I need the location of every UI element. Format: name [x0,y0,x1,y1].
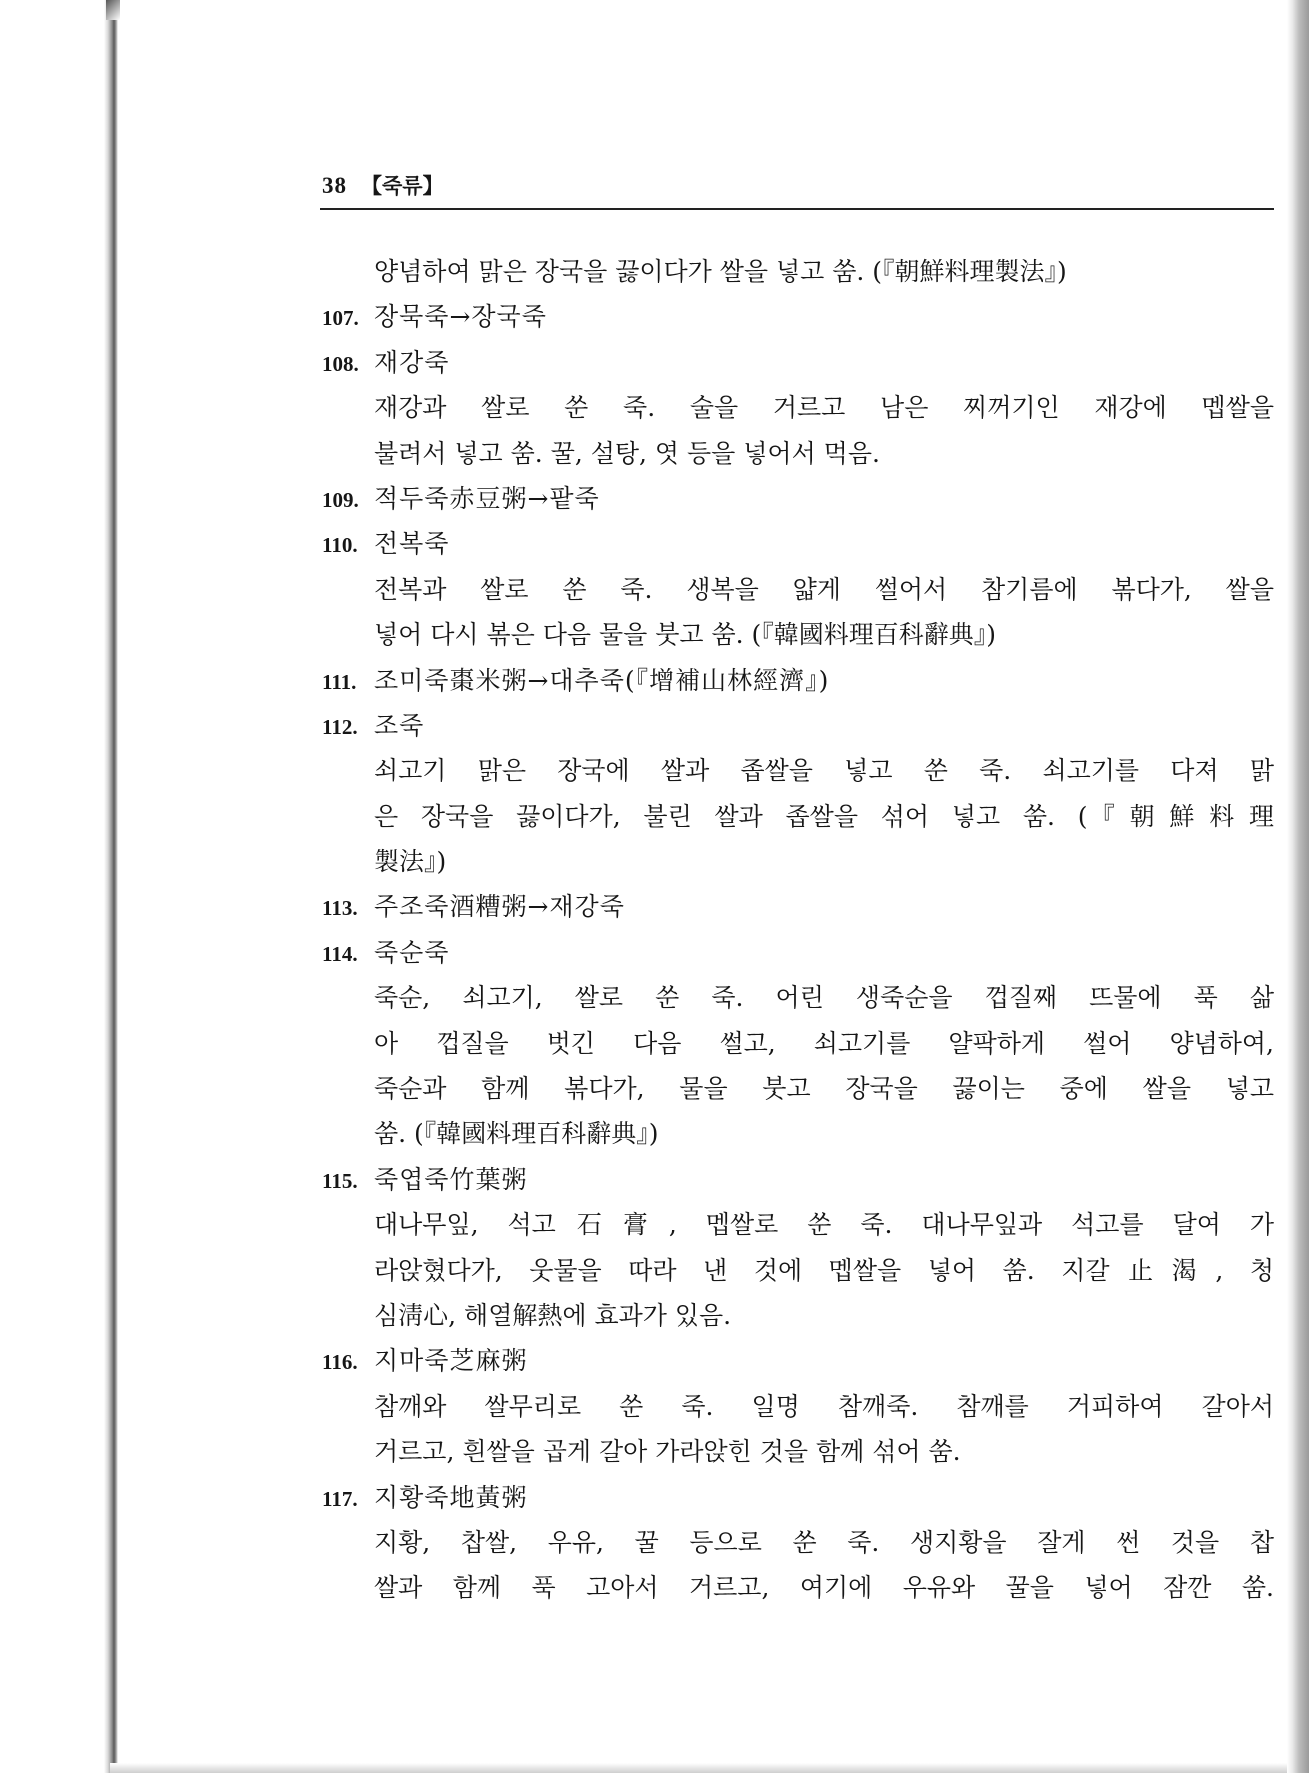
entry-title: 주조죽酒糟粥→재강죽 [374,892,625,922]
page-number: 38 [322,173,347,198]
entry-title: 지황죽地黃粥 [374,1482,528,1512]
entry-text-line: 쑴. (『韓國料理百科辭典』) [374,1119,659,1149]
entry-text-line: 전복과 쌀로 쑨 죽. 생복을 얇게 썰어서 참기름에 볶다가, 쌀을 [374,574,1274,604]
entry-text-line: 쇠고기 맑은 장국에 쌀과 좁쌀을 넣고 쑨 죽. 쇠고기를 다져 맑 [374,756,1274,786]
entry-title: 재강죽 [374,347,450,377]
entry-number: 117. [322,1486,358,1511]
running-header [322,174,1272,197]
entry-heading [322,294,1274,339]
entry-text-line: 불려서 넣고 쑴. 꿀, 설탕, 엿 등을 넣어서 먹음. [374,438,880,468]
entry-title: 죽엽죽竹葉粥 [374,1164,528,1194]
entry-text-line: 양념하여 맑은 장국을 끓이다가 쌀을 넣고 쑴. (『朝鮮料理製法』) [374,257,1067,286]
header-rule [320,208,1274,210]
entry-heading [322,658,1274,703]
entry-heading [322,930,1274,975]
entry-number: 107. [322,306,359,331]
entry-text-line: 죽순, 쇠고기, 쌀로 쑨 죽. 어린 생죽순을 껍질째 뜨물에 푹 삶 [374,983,1274,1013]
entry-title: 조죽 [374,710,425,740]
entry-number: 113. [322,896,358,921]
dictionary-entries [322,249,1274,1611]
entry-text-line: 죽순과 함께 볶다가, 물을 붓고 장국을 끓이는 중에 쌀을 넣고 [374,1074,1274,1104]
entry-text-line: 製法』) [374,847,447,877]
entry-number: 116. [322,1350,358,1375]
entry-heading [322,884,1274,929]
entry-title: 전복죽 [374,529,450,559]
entry-text-line: 라앉혔다가, 웃물을 따라 낸 것에 멥쌀을 넣어 쑴. 지갈止渴, 청 [374,1255,1274,1285]
book-page [118,0,1287,1773]
binding-edge [0,0,118,1773]
entry-heading [322,1157,1274,1202]
entry-title: 적두죽赤豆粥→팥죽 [374,483,600,513]
entry-text-line: 재강과 쌀로 쑨 죽. 술을 거르고 남은 찌꺼기인 재강에 멥쌀을 [374,393,1274,423]
entry-number: 110. [322,533,358,558]
entry-heading [322,476,1274,521]
entry-heading [322,1475,1274,1520]
entry-title: 장묵죽→장국죽 [374,302,547,332]
entry-text-line: 참깨와 쌀무리로 쑨 죽. 일명 참깨죽. 참깨를 거피하여 갈아서 [374,1391,1274,1421]
entry-title: 조미죽棗米粥→대추죽(『增補山林經濟』) [374,665,830,695]
entry-number: 108. [322,351,359,376]
entry-heading [322,1338,1274,1383]
entry-number: 111. [322,669,357,694]
entry-text-line: 쌀과 함께 푹 고아서 거르고, 여기에 우유와 꿀을 넣어 잠깐 쑴. [374,1573,1274,1603]
entry-text-line: 심淸心, 해열解熱에 효과가 있음. [374,1300,732,1330]
entry-heading [322,521,1274,566]
entry-number: 109. [322,487,359,512]
right-edge-shadow [1287,0,1309,1773]
entry-number: 114. [322,941,358,966]
entry-heading [322,340,1274,385]
entry-text-line: 넣어 다시 볶은 다음 물을 붓고 쑴. (『韓國料理百科辭典』) [374,620,997,650]
entry-text-line: 은 장국을 끓이다가, 불린 쌀과 좁쌀을 섞어 넣고 쑴. (『朝鮮料理 [374,801,1274,831]
entry-text-line: 아 껍질을 벗긴 다음 썰고, 쇠고기를 얄팍하게 썰어 양념하여, [374,1028,1274,1058]
entry-number: 112. [322,714,358,739]
entry-text-line: 대나무잎, 석고石膏, 멥쌀로 쑨 죽. 대나무잎과 석고를 달여 가 [374,1210,1274,1240]
section-title: 【죽류】 [361,173,444,198]
entry-title: 지마죽芝麻粥 [374,1346,528,1376]
entry-text-line: 지황, 찹쌀, 우유, 꿀 등으로 쑨 죽. 생지황을 잘게 썬 것을 찹 [374,1527,1274,1557]
entry-text-line: 거르고, 흰쌀을 곱게 갈아 가라앉힌 것을 함께 섞어 쑴. [374,1437,961,1467]
entry-title: 죽순죽 [374,937,450,967]
entry-heading [322,703,1274,748]
entry-number: 115. [322,1168,358,1193]
